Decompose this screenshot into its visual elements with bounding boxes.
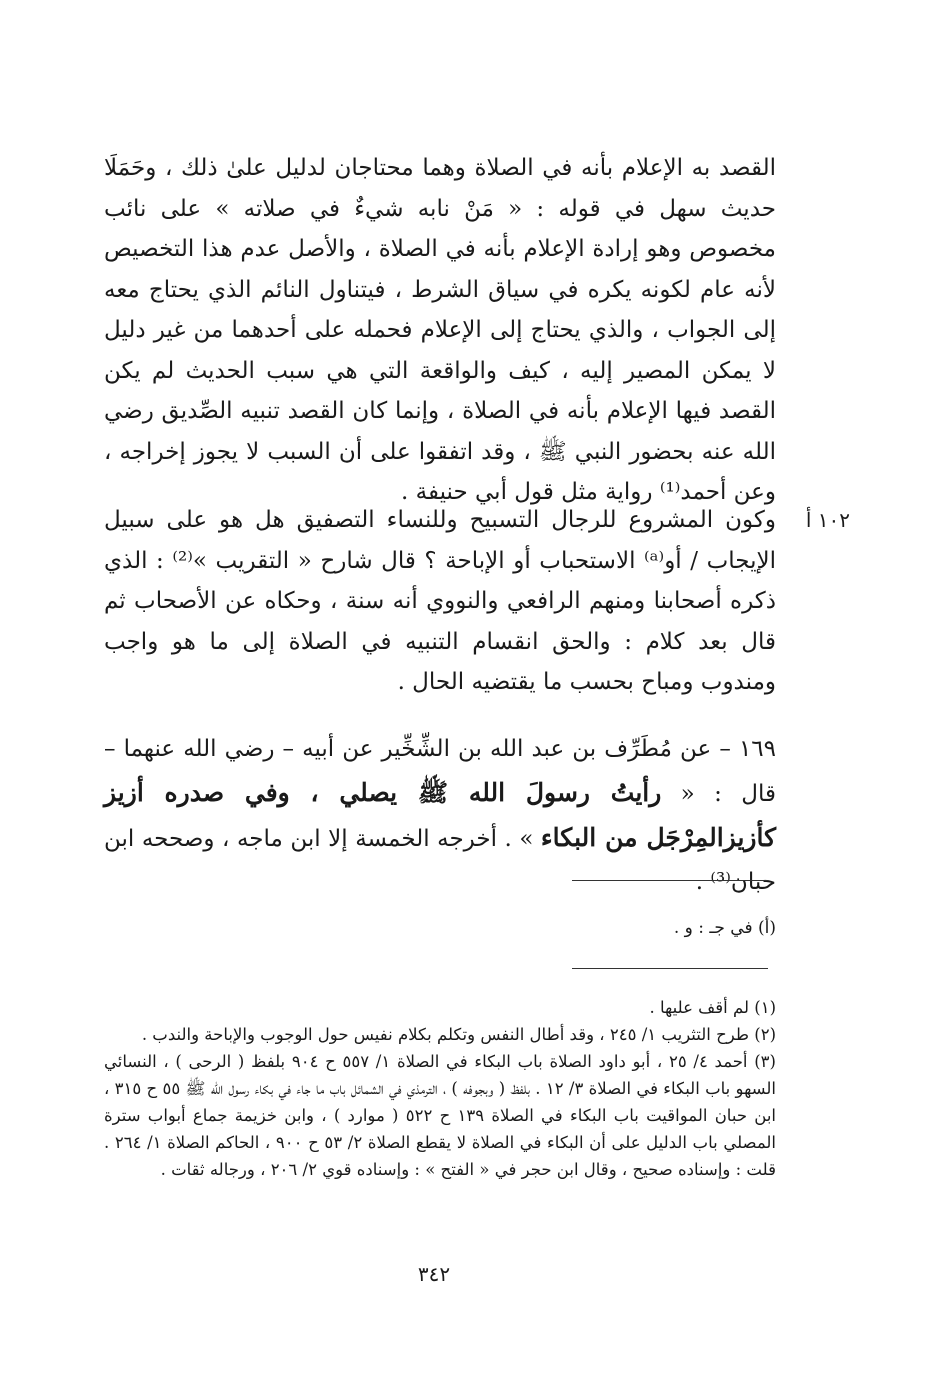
margin-folio-note: ١٠٢ أ [805, 508, 850, 532]
hadith-matn: رأيتُ رسولَ الله ﷺ يصلي ، وفي صدره أزيز كأزيزالمِرْجَل من البكاء [104, 778, 776, 852]
footnote-divider-top [572, 880, 768, 881]
paragraph-1-text: القصد به الإعلام بأنه في الصلاة وهما محتاجان لدليل علىٰ ذلك ، وحَمَلَا حديث سهل في قوله : « مَنْ نابه شيءٌ في صلاته » على نائب مخصوص وهو إرادة الإعلام بأنه في الصلاة ، والأصل عدم هذا التخصيص لأنه عام لكونه يكره في سياق الشرط ، فيتناول النائم الذي يحتاج معه إلى الجواب ، والذي يحتاج إلى الإعلام فحمله على أحدهما من غير دليل لا يمكن المصير إليه ، كيف والواقعة التي هي سبب الحديث لم يكن القصد فيها الإعلام بأنه في الصلاة ، وإنما كان القصد تنبيه الصِّديق رضي الله عنه بحضور النبي ﷺ ، وقد اتفقوا على أن السبب لا يجوز إخراجه ، وعن أحمد⁽¹⁾ رواية مثل قول أبي حنيفة . [104, 155, 776, 505]
variant-note: (أ) في جـ : و . [673, 918, 776, 938]
footnotes [104, 994, 776, 1183]
hadith-169 [104, 728, 776, 904]
footnote-2: (٢) طرح التثريب ١/ ٢٤٥ ، وقد أطال النفس وتكلم بكلام نفيس حول الوجوب والإباحة والندب . [141, 1025, 776, 1044]
hadith-closing: » . أخرجه الخمسة إلا ابن ماجه ، وصححه ابن حبان⁽³⁾ . [104, 826, 776, 895]
paragraph-2-text: وكون المشروع للرجال التسبيح وللنساء التصفيق هل هو على سبيل الإيجاب / أو⁽ᵃ⁾ الاستحباب أو الإباحة ؟ قال شارح « التقريب »⁽²⁾ : الذي ذكره أصحابنا ومنهم الرافعي والنووي أنه سنة ، وحكاه عن الأصحاب ثم قال بعد كلام : والحق انقسام التنبيه في الصلاة إلى ما هو واجب ومندوب ومباح بحسب ما يقتضيه الحال . [104, 507, 776, 695]
footnote-1: (١) لم أقف عليها . [649, 998, 776, 1017]
hadith-paragraph [104, 728, 776, 904]
hadith-intro: ١٦٩ – عن مُطَرِّف بن عبد الله بن الشِّخِّير عن أبيه – رضي الله عنهما – قال : « [104, 736, 776, 807]
main-paragraph-1 [104, 148, 776, 513]
footnote-divider-bottom [572, 968, 768, 969]
main-paragraph-2 [104, 500, 776, 703]
page-number: ٣٤٢ [417, 1262, 451, 1286]
footnote-3: (٣) أحمد ٤/ ٢٥ ، أبو داود الصلاة باب البكاء في الصلاة ١/ ٥٥٧ ح ٩٠٤ بلفظ ( الرحى ) ، النسائي السهو باب البكاء في الصلاة ٣/ ١٢ . بلفظ ( وبجوفه ) ، الترمذي في الشمائل باب ما جاء في بكاء رسول الله ﷺ ٥٥ ح ٣١٥ ، ابن حبان المواقيت باب البكاء في الصلاة ١٣٩ ح ٥٢٢ ( موارد ) ، وابن خزيمة جماع أبواب سترة المصلي باب الدليل على أن البكاء في الصلاة لا يقطع الصلاة ٢/ ٥٣ ح ٩٠٠ ، الحاكم الصلاة ١/ ٢٦٤ . قلت : وإسناده صحيح ، وقال ابن حجر في « الفتح » : وإسناده قوي ٢/ ٢٠٦ ، ورجاله ثقات . [104, 1052, 777, 1179]
